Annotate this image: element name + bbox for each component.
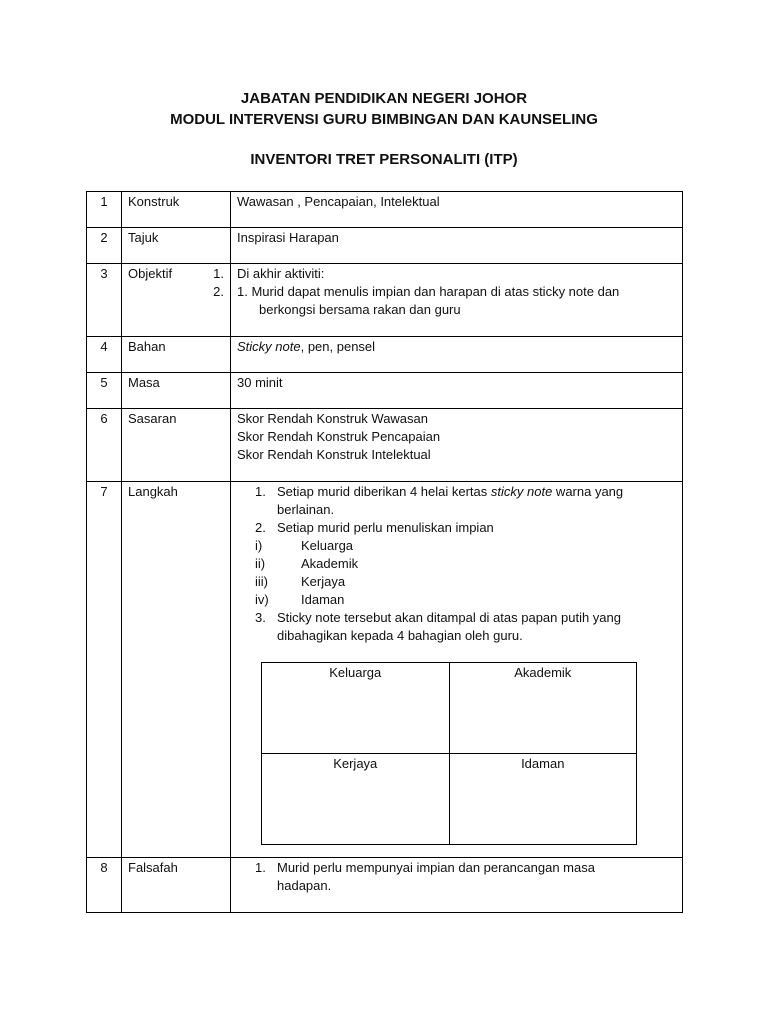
materials-italic: Sticky note (237, 339, 301, 354)
sub-item (231, 591, 682, 609)
objective-number: 1. (213, 266, 224, 281)
sub-item (231, 555, 682, 573)
step-text: warna yang (552, 484, 624, 499)
step-text: Setiap murid diberikan 4 helai kertas (277, 484, 491, 499)
board-section: Keluarga (262, 663, 450, 754)
table-row (87, 858, 683, 913)
header-line-1: JABATAN PENDIDIKAN NEGERI JOHOR (240, 90, 528, 107)
table-row (87, 482, 683, 858)
row-value: Wawasan , Pencapaian, Intelektual (237, 194, 440, 209)
sub-item (231, 573, 682, 591)
target-line: Skor Rendah Konstruk Pencapaian (237, 429, 441, 444)
row-label: Tajuk (128, 230, 159, 245)
row-label: Konstruk (128, 194, 180, 209)
row-label: Sasaran (128, 411, 177, 426)
objective-number: 2. (213, 284, 224, 299)
sub-item (231, 537, 682, 555)
step-number: 3. (255, 610, 266, 625)
row-label: Masa (128, 375, 160, 390)
step-text-cont: hadapan. (277, 878, 332, 893)
row-value: Inspirasi Harapan (237, 230, 339, 245)
step-number: 1. (255, 860, 266, 875)
sub-text: Idaman (301, 592, 345, 607)
row-number: 7 (100, 484, 108, 499)
sub-text: Keluarga (301, 538, 354, 553)
board-section: Idaman (449, 754, 637, 845)
row-value (231, 337, 682, 356)
sub-number: iii) (255, 574, 268, 589)
board-section: Kerjaya (262, 754, 450, 845)
objective-text: 1. Murid dapat menulis impian dan harapan di atas sticky note dan (237, 284, 620, 299)
sub-number: i) (255, 538, 263, 553)
step-text: Murid perlu mempunyai impian dan perancangan masa (277, 860, 595, 875)
step-text-cont: berlainan. (277, 502, 335, 517)
step-number: 1. (255, 484, 266, 499)
step-item (231, 483, 682, 519)
objective-text-cont: berkongsi bersama rakan dan guru (259, 302, 461, 317)
row-number: 8 (100, 860, 108, 875)
table-row (87, 337, 683, 373)
row-value: 30 minit (237, 375, 283, 390)
target-line: Skor Rendah Konstruk Wawasan (237, 411, 429, 426)
row-number: 3 (100, 266, 108, 281)
step-text: Sticky note tersebut akan ditampal di atas papan putih yang (277, 610, 621, 625)
row-number: 2 (100, 230, 108, 245)
table-row (87, 264, 683, 337)
step-item (231, 859, 682, 895)
row-label: Objektif (128, 266, 173, 281)
document-title: INVENTORI TRET PERSONALITI (ITP) (250, 151, 518, 168)
row-label: Falsafah (128, 860, 178, 875)
materials-rest: , pen, pensel (300, 339, 376, 354)
row-number: 5 (100, 375, 108, 390)
step-item (231, 519, 682, 537)
module-table (86, 191, 683, 913)
row-number: 1 (100, 194, 108, 209)
table-row (87, 373, 683, 409)
table-row (87, 409, 683, 482)
row-number: 6 (100, 411, 108, 426)
table-row (87, 228, 683, 264)
step-number: 2. (255, 520, 266, 535)
board-section: Akademik (449, 663, 637, 754)
sub-text: Akademik (301, 556, 359, 571)
row-number: 4 (100, 339, 108, 354)
row-label: Bahan (128, 339, 166, 354)
whiteboard-grid (261, 662, 637, 845)
sub-number: iv) (255, 592, 269, 607)
sub-number: ii) (255, 556, 266, 571)
step-item (231, 609, 682, 645)
step-text: Setiap murid perlu menuliskan impian (277, 520, 494, 535)
sub-text: Kerjaya (301, 574, 346, 589)
row-label: Langkah (128, 484, 178, 499)
header-line-2: MODUL INTERVENSI GURU BIMBINGAN DAN KAUNSELING (170, 111, 598, 128)
target-line: Skor Rendah Konstruk Intelektual (237, 447, 431, 462)
step-text-cont: dibahagikan kepada 4 bahagian oleh guru. (277, 628, 523, 643)
objective-intro: Di akhir aktiviti: (237, 266, 325, 281)
table-row (87, 192, 683, 228)
step-italic: sticky note (490, 484, 553, 499)
